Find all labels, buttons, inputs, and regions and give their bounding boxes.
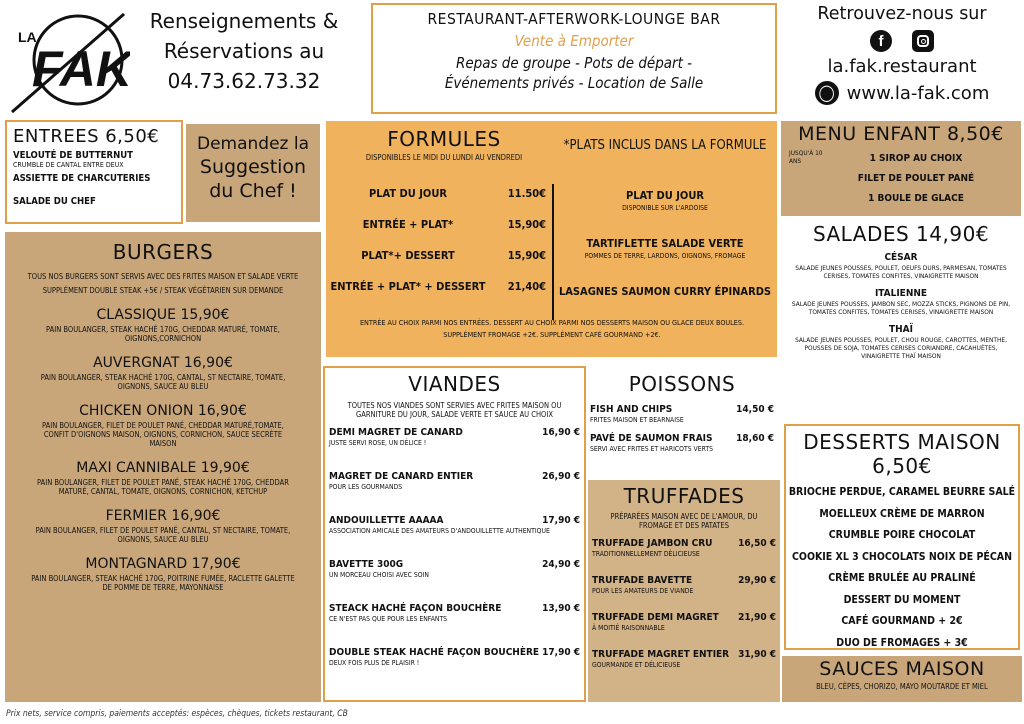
menu-item-desc: POUR LES GOURMANDS	[329, 483, 403, 491]
included-item	[558, 237, 772, 260]
formule-row	[328, 280, 546, 311]
menu-item-desc: ASSOCIATION AMICALE DES AMATEURS D'ANDOUILLETTE AUTHENTIQUE	[329, 527, 550, 535]
reservation-line2: Réservations au	[163, 39, 325, 63]
burger-item	[5, 556, 321, 592]
menu-item-name: TRUFFADE DEMI MAGRET	[592, 612, 719, 623]
burger-item	[5, 508, 321, 544]
reservation-phone[interactable]: 04.73.62.73.32	[167, 69, 321, 93]
menu-enfant-age: JUSQU'À 10 ANS	[789, 149, 823, 165]
burger-item	[5, 460, 321, 496]
formules-note2: SUPPLÉMENT FROMAGE +2€. SUPPLÉMENT CAFÉ GOURMAND +2€.	[443, 330, 661, 339]
menu-item-price: 16,90 €	[542, 427, 580, 438]
burger-name: FERMIER 16,90€	[105, 508, 221, 524]
globe-icon: ◯	[815, 81, 839, 105]
desserts-box	[784, 424, 1020, 650]
menu-item-desc: JUSTE SERVI ROSE, UN DÉLICE !	[329, 439, 427, 447]
menu-item	[590, 433, 774, 453]
menu-item	[329, 559, 580, 579]
viandes-box	[323, 366, 586, 702]
formule-label: PLAT*+ DESSERT	[361, 249, 455, 262]
burger-name: MAXI CANNIBALE 19,90€	[76, 460, 250, 476]
chef-suggestion	[186, 124, 320, 222]
menu-item	[329, 515, 580, 535]
salade-name: THAÏ	[889, 324, 913, 335]
suggestion-line2: Suggestion	[199, 156, 307, 178]
menu-item-row	[329, 603, 580, 614]
menu-item-name: STEACK HACHÉ FAÇON BOUCHÈRE	[329, 603, 502, 614]
salade-desc: SALADE JEUNES POUSSES, POULET, OEUFS DURS, PARMESAN, TOMATES CERISES, TOMATES CONFITES, VINAIGRETTE MAISON	[795, 264, 1007, 280]
social-title: Retrouvez-nous sur	[817, 4, 987, 24]
poissons-list	[590, 404, 774, 453]
menu-item-row	[592, 649, 776, 660]
menu-item-name: PAVÉ DE SAUMON FRAIS	[590, 433, 713, 444]
included-item	[558, 285, 772, 300]
desserts-price: 6,50€	[872, 454, 932, 478]
menu-enfant-title: MENU ENFANT 8,50€	[798, 123, 1004, 145]
dessert-item: CRÈME BRULÉE AU PRALINÉ	[828, 572, 976, 584]
entree-item: ASSIETTE DE CHARCUTERIES	[13, 173, 151, 184]
dessert-item: BRIOCHE PERDUE, CARAMEL BEURRE SALÉ	[788, 486, 1016, 498]
svg-text:FAK: FAK	[32, 41, 130, 97]
truffades-list	[592, 538, 776, 669]
menu-item-row	[329, 427, 580, 438]
menu-item-name: MAGRET DE CANARD ENTIER	[329, 471, 474, 482]
formule-rows	[328, 187, 546, 311]
formule-label: PLAT DU JOUR	[369, 187, 447, 200]
burger-item	[5, 307, 321, 343]
burger-desc: PAIN BOULANGER, STEAK HACHÉ 170G, CANTAL, ST NECTAIRE, TOMATE, OIGNONS, SAUCE AU BLEU	[40, 373, 286, 391]
formule-label: ENTRÉE + PLAT* + DESSERT	[330, 280, 486, 293]
poissons-title: POISSONS	[628, 372, 736, 396]
menu-item-name: BAVETTE 300G	[329, 559, 404, 570]
formule-label: ENTRÉE + PLAT*	[362, 218, 454, 231]
entrees-box	[5, 120, 183, 224]
entree-item: SALADE DU CHEF	[13, 196, 96, 207]
menu-item-row	[590, 404, 774, 415]
menu-item-desc: À MOITIÉ RAISONNABLE	[592, 624, 665, 632]
menu-item-price: 17,90 €	[542, 515, 580, 526]
menu-item	[329, 603, 580, 623]
menu-item-desc: POUR LES AMATEURS DE VIANDE	[592, 587, 694, 595]
suggestion-line3: du Chef !	[209, 180, 297, 202]
menu-item-desc: FRITES MAISON ET BEARNAISE	[590, 416, 684, 424]
salade-desc: SALADE JEUNES POUSSES, POULET, CHOU ROUGE, CAROTTES, MENTHE, POUSSES DE SOJA, TOMATES CERISES CORIANDRE, CACAHUÈTES, VINAIGRETTE THAÏ MAISON	[795, 336, 1007, 360]
formules-title: FORMULES	[387, 127, 501, 151]
salades-section	[781, 222, 1021, 412]
truffades-title: TRUFFADES	[623, 484, 745, 508]
formule-row	[328, 218, 546, 249]
menu-item-row	[590, 433, 774, 444]
included-desc: DISPONIBLE SUR L'ARDOISE	[622, 204, 708, 212]
menu-item-price: 31,90 €	[738, 649, 776, 660]
menu-item-name: TRUFFADE JAMBON CRU	[592, 538, 713, 549]
formule-price: 15,90€	[507, 249, 546, 262]
salade-item	[781, 252, 1021, 280]
viandes-title: VIANDES	[408, 372, 501, 396]
burgers-title: BURGERS	[112, 240, 214, 264]
formule-price: 21,40€	[507, 280, 546, 293]
menu-item	[329, 427, 580, 447]
svg-text:LA: LA	[18, 29, 37, 45]
desserts-title: DESSERTS MAISON	[803, 430, 1001, 454]
menu-item-price: 26,90 €	[542, 471, 580, 482]
menu-item-desc: SERVI AVEC FRITES ET HARICOTS VERTS	[590, 445, 713, 453]
menu-item-name: DOUBLE STEAK HACHÉ FAÇON BOUCHÈRE	[329, 647, 540, 658]
entrees-title: ENTREES 6,50€	[13, 126, 160, 147]
instagram-icon[interactable]	[912, 30, 934, 52]
menu-item-price: 21,90 €	[738, 612, 776, 623]
dessert-item: CRUMBLE POIRE CHOCOLAT	[828, 529, 976, 541]
social-block	[782, 4, 1022, 114]
dessert-item: DESSERT DU MOMENT	[843, 593, 961, 606]
menu-item-row	[329, 515, 580, 526]
restaurant-banner	[371, 3, 777, 114]
website-link[interactable]: www.la-fak.com	[846, 82, 990, 104]
formules-subtitle: DISPONIBLES LE MIDI DU LUNDI AU VENDREDI	[365, 153, 523, 162]
menu-item-price: 29,90 €	[738, 575, 776, 586]
logo	[6, 4, 130, 116]
menu-item	[590, 404, 774, 424]
burger-name: CLASSIQUE 15,90€	[96, 307, 230, 323]
menu-item-price: 24,90 €	[542, 559, 580, 570]
menu-item-price: 14,50 €	[736, 404, 774, 415]
menu-item	[592, 649, 776, 669]
burger-desc: PAIN BOULANGER, FILET DE POULET PANÉ, CHEDDAR MATURÉ,TOMATE, CONFIT D'OIGNONS MAISON, OIGNONS, CORNICHON, SAUCE SECRÈTE MAISON	[42, 421, 284, 448]
menu-item-price: 17,90 €	[542, 647, 580, 658]
burger-list	[5, 307, 321, 592]
burger-desc: PAIN BOULANGER, FILET DE POULET PANÉ, CANTAL, ST NECTAIRE, TOMATE, OIGNONS, SAUCE AU BLEU	[35, 526, 291, 544]
burger-desc: PAIN BOULANGER, FILET DE POULET PANÉ, STEAK HACHÉ 170G, CHEDDAR MATURÉ, CANTAL, TOMATE, OIGNONS, CORNICHON, KETCHUP	[37, 478, 289, 496]
formule-price: 11.50€	[507, 187, 546, 200]
included-desc: POMMES DE TERRE, LARDONS, OIGNONS, FROMAGE	[584, 252, 746, 260]
menu-item-desc: CE N'EST PAS QUE POUR LES ENFANTS	[329, 615, 448, 623]
formule-price: 15,90€	[507, 218, 546, 231]
dessert-item: CAFÉ GOURMAND + 2€	[841, 615, 963, 627]
sauces-title: SAUCES MAISON	[819, 658, 985, 680]
services-line2: Événements privés - Location de Salle	[444, 74, 704, 92]
desserts-list	[786, 482, 1018, 654]
menu-item	[329, 647, 580, 667]
burger-name: MONTAGNARD 17,90€	[85, 556, 241, 572]
services-line1: Repas de groupe - Pots de départ -	[455, 54, 693, 72]
sauces-desc: BLEU, CÈPES, CHORIZO, MAYO MOUTARDE ET MIEL	[816, 682, 988, 691]
menu-item-name: TRUFFADE MAGRET ENTIER	[592, 649, 730, 660]
burger-item	[5, 355, 321, 391]
menu-item-row	[592, 538, 776, 549]
menu-item-row	[329, 647, 580, 658]
salade-item	[781, 324, 1021, 360]
burger-desc: PAIN BOULANGER, STEAK HACHÉ 170G, CHEDDAR MATURÉ, TOMATE, OIGNONS,CORNICHON	[46, 325, 280, 343]
burger-item	[5, 403, 321, 448]
logo-mark	[6, 4, 130, 116]
footer-note: Prix nets, service compris, paiements acceptés: espèces, chèques, tickets restaurant, CB	[6, 709, 348, 719]
menu-item-name: TRUFFADE BAVETTE	[592, 575, 693, 586]
salade-name: CÉSAR	[884, 252, 918, 263]
burgers-intro1: TOUS NOS BURGERS SONT SERVIS AVEC DES FRITES MAISON ET SALADE VERTE	[27, 272, 299, 281]
salades-list	[781, 252, 1021, 360]
formules-note1: ENTRÉE AU CHOIX PARMI NOS ENTRÉES. DESSERT AU CHOIX PARMI NOS DESSERTS MAISON OU GLACE DEUX BOULES.	[359, 318, 745, 327]
burger-name: CHICKEN ONION 16,90€	[79, 403, 247, 419]
menu-item-row	[592, 575, 776, 586]
truffades-intro: PRÉPARÉES MAISON AVEC DE L'AMOUR, DU FROMAGE ET DES PATATES	[610, 512, 758, 530]
menu-item-row	[592, 612, 776, 623]
menu-enfant-panel	[781, 121, 1021, 216]
salade-item	[781, 288, 1021, 316]
menu-item-name: ANDOUILLETTE AAAAA	[329, 515, 444, 526]
menu-item-price: 13,90 €	[542, 603, 580, 614]
social-handle[interactable]: la.fak.restaurant	[827, 56, 977, 77]
menu-item-desc: TRADITIONNELLEMENT DÉLICIEUSE	[592, 550, 700, 558]
dessert-item: COOKIE XL 3 CHOCOLATS NOIX DE PÉCAN	[791, 550, 1013, 563]
formules-divider	[552, 184, 554, 320]
reservation-block	[134, 6, 354, 106]
viandes-intro: TOUTES NOS VIANDES SONT SERVIES AVEC FRITES MAISON OU GARNITURE DU JOUR, SALADE VERTE ET SAUCE AU CHOIX	[347, 401, 562, 419]
menu-item-name: DEMI MAGRET DE CANARD	[329, 427, 463, 438]
menu-item	[592, 575, 776, 595]
menu-item	[329, 471, 580, 491]
poissons-section	[588, 368, 776, 476]
burgers-intro2: SUPPLÉMENT DOUBLE STEAK +5€ / STEAK VÉGÉTARIEN SUR DEMANDE	[42, 286, 284, 295]
salade-desc: SALADE JEUNES POUSSES, JAMBON SEC, MOZZA STICKS, PIGNONS DE PIN, TOMATES CONFITES, TOMATES CERISES, VINAIGRETTE MAISON	[791, 300, 1011, 316]
dessert-item: DUO DE FROMAGES + 3€	[836, 636, 968, 649]
menu-item-desc: GOURMANDE ET DÉLICIEUSE	[592, 661, 681, 669]
entree-item: VELOUTÉ DE BUTTERNUT CRUMBLE DE CANTAL ENTRE DEUX	[13, 150, 133, 169]
dessert-item: MOELLEUX CRÈME DE MARRON	[819, 507, 985, 520]
formules-panel	[326, 121, 777, 357]
menu-item-desc: DEUX FOIS PLUS DE PLAISIR !	[329, 659, 420, 667]
burger-name: AUVERGNAT 16,90€	[93, 355, 233, 371]
formule-row	[328, 249, 546, 280]
burger-desc: PAIN BOULANGER, STEAK HACHÉ 170G, POITRINE FUMÉE, RACLETTE GALETTE DE POMME DE TERRE, MAYONNAISE	[31, 574, 295, 592]
included-item	[558, 189, 772, 212]
social-icons	[782, 30, 1022, 52]
menu-item-row	[329, 471, 580, 482]
menu-item-price: 18,60 €	[736, 433, 774, 444]
formule-row	[328, 187, 546, 218]
viandes-list	[329, 427, 580, 667]
included-title: *PLATS INCLUS DANS LA FORMULE	[563, 138, 767, 153]
included-name: PLAT DU JOUR	[626, 189, 704, 202]
menu-item	[592, 612, 776, 632]
menu-item	[592, 538, 776, 558]
menu-item-row	[329, 559, 580, 570]
included-name: LASAGNES SAUMON CURRY ÉPINARDS	[558, 285, 772, 298]
burgers-panel	[5, 232, 321, 702]
included-name: TARTIFLETTE SALADE VERTE	[586, 237, 744, 250]
salade-name: ITALIENNE	[874, 288, 928, 299]
reservation-line1: Renseignements &	[149, 9, 339, 33]
menu-item-name: FISH AND CHIPS	[590, 404, 673, 415]
takeaway-label: Vente à Emporter	[514, 32, 634, 50]
sauces-panel	[782, 656, 1022, 702]
suggestion-line1: Demandez la	[196, 134, 310, 154]
restaurant-type: RESTAURANT-AFTERWORK-LOUNGE BAR	[427, 10, 721, 28]
menu-enfant-items: 1 SIROP AU CHOIX FILET DE POULET PANÉ 1 BOULE DE GLACE	[857, 153, 975, 204]
menu-item-price: 16,50 €	[738, 538, 776, 549]
facebook-icon[interactable]: f	[870, 30, 892, 52]
menu-item-desc: UN MORCEAU CHOISI AVEC SOIN	[329, 571, 429, 579]
salades-title: SALADES 14,90€	[812, 222, 990, 246]
truffades-panel	[588, 480, 780, 702]
